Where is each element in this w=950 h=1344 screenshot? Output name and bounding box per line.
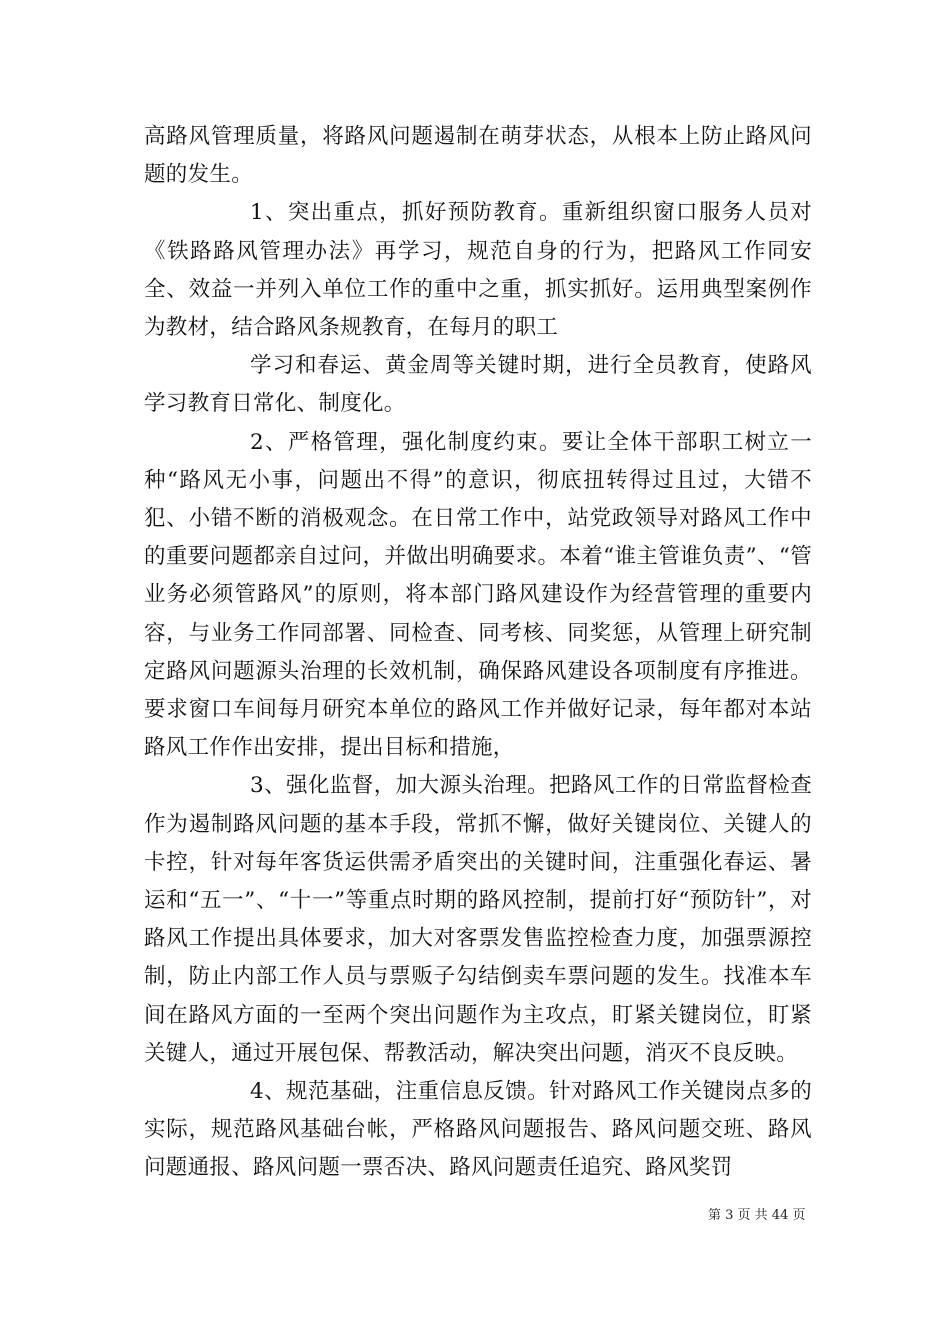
- paragraph: 2、严格管理，强化制度约束。要让全体干部职工树立一种“路风无小事，问题出不得”的意识，彻底扭转得过且过，大错不犯、小错不断的消极观念。在日常工作中，站党政领导对路风工作中的重要问题都亲自过问，并做出明确要求。本着“谁主管谁负责”、“管业务必须管路风”的原则，将本部门路风建设作为经营管理的重要内容，与业务工作同部署、同检查、同考核、同奖惩，从管理上研究制定路风问题源头治理的长效机制，确保路风建设各项制度有序推进。要求窗口车间每月研究本单位的路风工作并做好记录，每年都对本站路风工作作出安排，提出目标和措施，: [144, 429, 812, 761]
- paragraph: 学习和春运、黄金周等关键时期，进行全员教育，使路风学习教育日常化、制度化。: [144, 353, 812, 417]
- paragraph: 1、突出重点，抓好预防教育。重新组织窗口服务人员对《铁路路风管理办法》再学习，规范自身的行为，把路风工作同安全、效益一并列入单位工作的重中之重，抓实抓好。运用典型案例作为教材，结合路风条规教育，在每月的职工: [144, 200, 812, 341]
- paragraph: 高路风管理质量，将路风问题遏制在萌芽状态，从根本上防止路风问题的发生。: [144, 124, 812, 188]
- paragraph: 3、强化监督，加大源头治理。把路风工作的日常监督检查作为遏制路风问题的基本手段，常抓不懈，做好关键岗位、关键人的卡控，针对每年客货运供需矛盾突出的关键时间，注重强化春运、暑运和“五一”、“十一”等重点时期的路风控制，提前打好“预防针”，对路风工作提出具体要求，加大对客票发售监控检查力度，加强票源控制，防止内部工作人员与票贩子勾结倒卖车票问题的发生。找准本车间在路风方面的一至两个突出问题作为主攻点，盯紧关键岗位，盯紧关键人，通过开展包保、帮教活动，解决突出问题，消灭不良反映。: [144, 773, 812, 1066]
- paragraph: 4、规范基础，注重信息反馈。针对路风工作关键岗点多的实际，规范路风基础台帐，严格路风问题报告、路风问题交班、路风问题通报、路风问题一票否决、路风问题责任追究、路风奖罚: [144, 1079, 812, 1181]
- document-body: [144, 118, 812, 1188]
- page-number-footer: 第 3 页 共 44 页: [708, 1208, 806, 1223]
